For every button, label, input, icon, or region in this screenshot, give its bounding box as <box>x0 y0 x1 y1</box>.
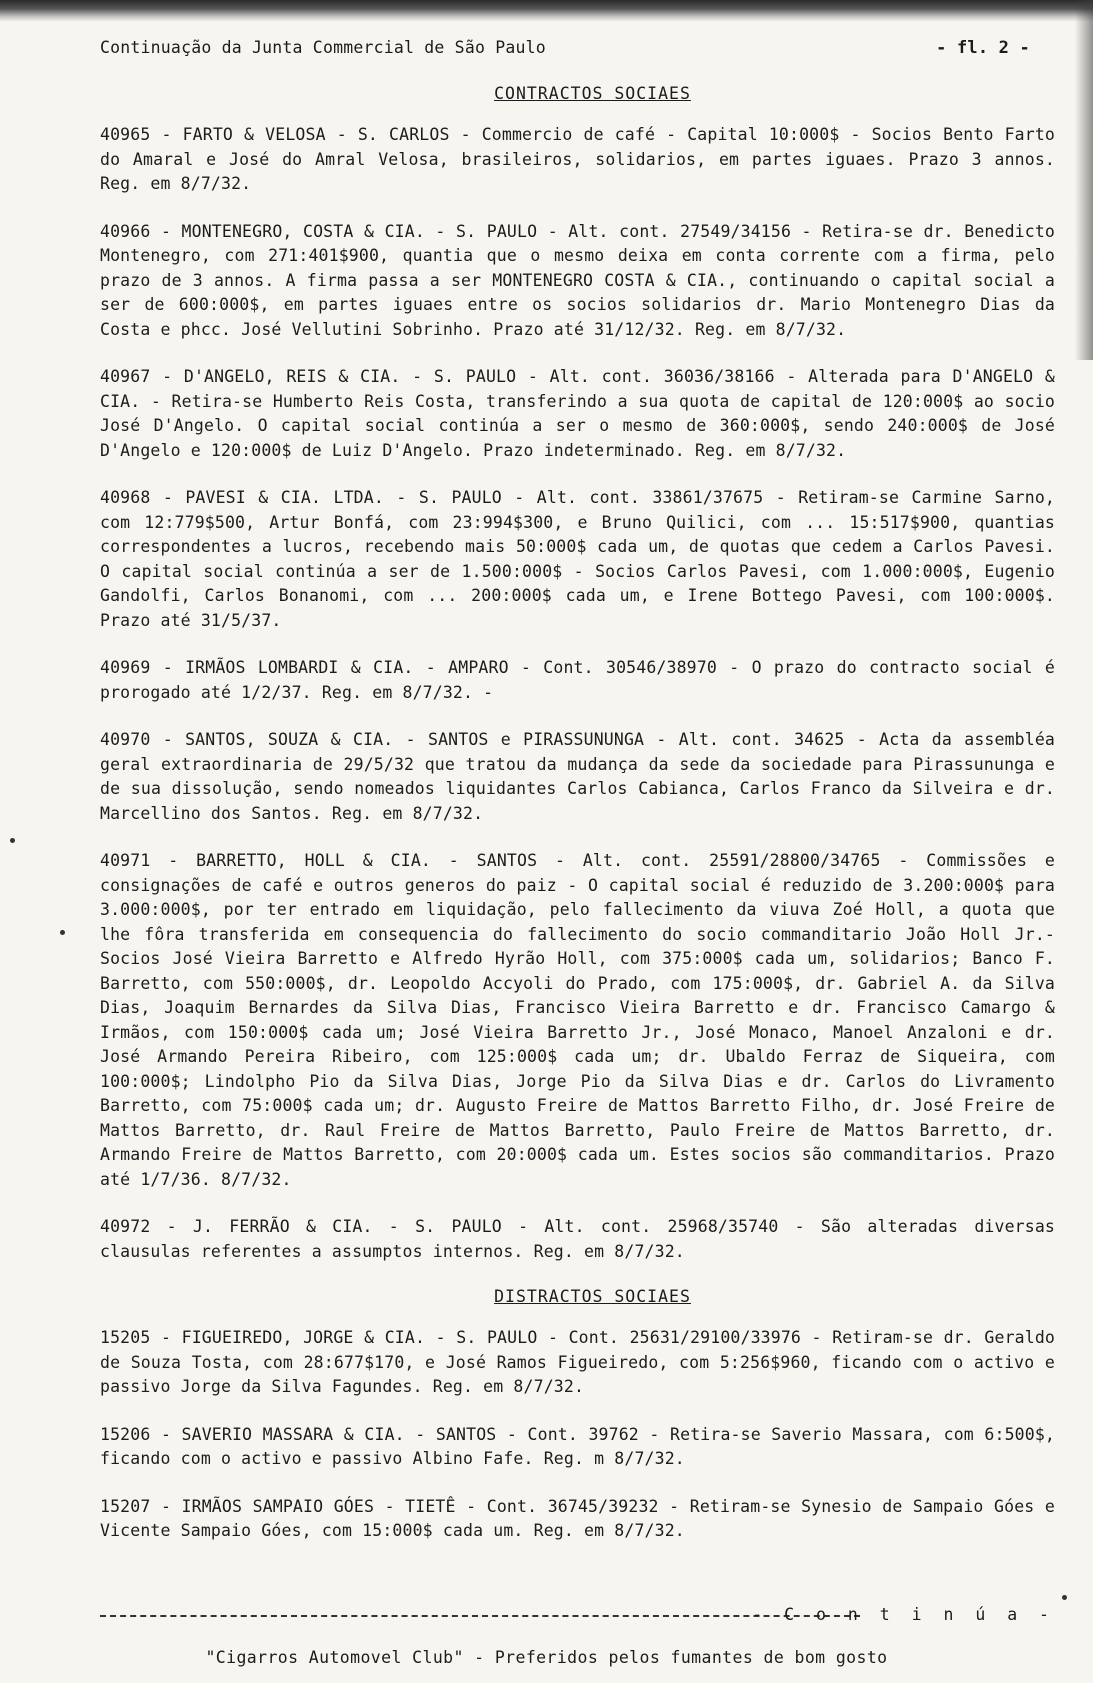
folio-number: - fl. 2 - <box>936 38 1030 58</box>
entry-40971: 40971 - BARRETTO, HOLL & CIA. - SANTOS - Alt. cont. 25591/28800/34765 - Commissões e consignações de café e outros generos do paiz - O capital social é reduzido de 3.200:000$ para 3.000:000$, por ter entrado em liquidação, pelo fallecimento da viuva Zoé Holl, a quota que lhe fôra transferida em consequencia do fallecimento do socio commanditario João Holl Jr.- Socios José Vieira Barretto e Alfredo Hyrão Holl, com 375:000$ cada um, solidarios; Banco F. Barretto, com 550:000$, dr. Leopoldo Accyoli do Prado, com 175:000$, dr. Gabriel A. da Silva Dias, Joaquim Bernardes da Silva Dias, Francisco Vieira Barretto e dr. Francisco Camargo & Irmãos, com 150:000$ cada um; José Vieira Barretto Jr., José Monaco, Manoel Anzaloni e dr. José Armando Pereira Ribeiro, com 125:000$ cada um; dr. Ubaldo Ferraz de Siqueira, com 100:000$; Lindolpho Pio da Silva Dias, Jorge Pio da Silva Dias e dr. Carlos do Livramento Barretto, com 75:000$ cada um; dr. Augusto Freire de Mattos Barretto Filho, dr. José Freire de Mattos Barretto, dr. Raul Freire de Mattos Barretto, Paulo Freire de Mattos Barretto, dr. Armando Freire de Mattos Barretto, com 20:000$ cada um. Estes socios são commanditarios. Prazo até 1/7/36. 8/7/32. <box>100 851 1055 1189</box>
entry-40966: 40966 - MONTENEGRO, COSTA & CIA. - S. PAULO - Alt. cont. 27549/34156 - Retira-se dr. Benedicto Montenegro, com 271:401$900, quantia que o mesmo deixa em conta corrente com a firma, pelo prazo de 3 annos. A firma passa a ser MONTENEGRO COSTA & CIA., continuando o capital social a ser de 600:000$, em partes iguaes entre os socios solidarios dr. Mario Montenegro Dias da Costa e phcc. José Vellutini Sobrinho. Prazo até 31/12/32. Reg. em 8/7/32. <box>100 221 1055 339</box>
dashed-rule <box>100 1615 860 1617</box>
section-title-contractos: CONTRACTOS SOCIAES <box>494 84 691 103</box>
page-header <box>100 38 1030 57</box>
margin-mark <box>1062 1595 1067 1600</box>
entry-15206: 15206 - SAVERIO MASSARA & CIA. - SANTOS - Cont. 39762 - Retira-se Saverio Massara, com 6:500$, ficando com o activo e passivo Albino Fafe. Reg. m 8/7/32. <box>100 1424 1055 1468</box>
entry-15207: 15207 - IRMÃOS SAMPAIO GÓES - TIETÊ - Cont. 36745/39232 - Retiram-se Synesio de Sampaio Góes e Vicente Sampaio Góes, com 15:000$ cada um. Reg. em 8/7/32. <box>100 1496 1055 1540</box>
scan-edge-right <box>1075 0 1093 360</box>
entry-40972: 40972 - J. FERRÃO & CIA. - S. PAULO - Alt. cont. 25968/35740 - São alteradas diversas clausulas referentes a assumptos internos. Reg. em 8/7/32. <box>100 1217 1055 1261</box>
entry-15205: 15205 - FIGUEIREDO, JORGE & CIA. - S. PAULO - Cont. 25631/29100/33976 - Retiram-se dr. Geraldo de Souza Tosta, com 28:677$170, e José Ramos Figueiredo, com 5:256$960, ficando com o activo e passivo Jorge da Silva Fagundes. Reg. em 8/7/32. <box>100 1328 1055 1396</box>
entry-40965: 40965 - FARTO & VELOSA - S. CARLOS - Commercio de café - Capital 10:000$ - Socios Bento Farto do Amaral e José do Amral Velosa, brasileiros, solidarios, em partes iguaes. Prazo 3 annos. Reg. em 8/7/32. <box>100 125 1055 193</box>
section-title-distractos: DISTRACTOS SOCIAES <box>494 1287 691 1306</box>
continua-label: - C o n t i n ú a - <box>752 1605 1055 1624</box>
entry-40969: 40969 - IRMÃOS LOMBARDI & CIA. - AMPARO - Cont. 30546/38970 - O prazo do contracto social é prorogado até 1/2/37. Reg. em 8/7/32. - <box>100 658 1055 702</box>
entry-40970: 40970 - SANTOS, SOUZA & CIA. - SANTOS e PIRASSUNUNGA - Alt. cont. 34625 - Acta da assembléa geral extraordinaria de 29/5/32 que tratou da mudança da sede da sociedade para Pirassununga e de sua dissolução, sendo nomeados liquidantes Carlos Cabianca, Carlos Franco da Silveira e dr. Marcellino dos Santos. Reg. em 8/7/32. <box>100 730 1055 823</box>
document-body <box>100 84 1055 1567</box>
entry-40968: 40968 - PAVESI & CIA. LTDA. - S. PAULO - Alt. cont. 33861/37675 - Retiram-se Carmine Sarno, com 12:779$500, Artur Bonfá, com 23:994$300, e Bruno Quilici, com ... 15:517$900, quantias correspondentes a lucros, recebendo mais 50:000$ cada um, de quotas que cedem a Carlos Pavesi. O capital social continúa a ser de 1.500:000$ - Socios Carlos Pavesi, com 1.000:000$, Eugenio Gandolfi, Carlos Bonanomi, com ... 200:000$ cada um, e Irene Bottego Pavesi, com 100:000$. Prazo até 31/5/37. <box>100 488 1055 630</box>
scan-edge-top <box>0 0 1093 22</box>
header-title: Continuação da Junta Commercial de São Paulo <box>100 38 546 57</box>
margin-mark <box>60 930 65 935</box>
page-footer: "Cigarros Automovel Club" - Preferidos pelos fumantes de bom gosto <box>205 1648 888 1667</box>
entry-40967: 40967 - D'ANGELO, REIS & CIA. - S. PAULO - Alt. cont. 36036/38166 - Alterada para D'ANGELO & CIA. - Retira-se Humberto Reis Costa, transferindo a sua quota de capital de 120:000$ ao socio José D'Angelo. O capital social continúa a ser o mesmo de 360:000$, sendo 240:000$ de José D'Angelo e 120:000$ de Luiz D'Angelo. Prazo indeterminado. Reg. em 8/7/32. <box>100 367 1055 460</box>
margin-mark <box>10 838 15 843</box>
